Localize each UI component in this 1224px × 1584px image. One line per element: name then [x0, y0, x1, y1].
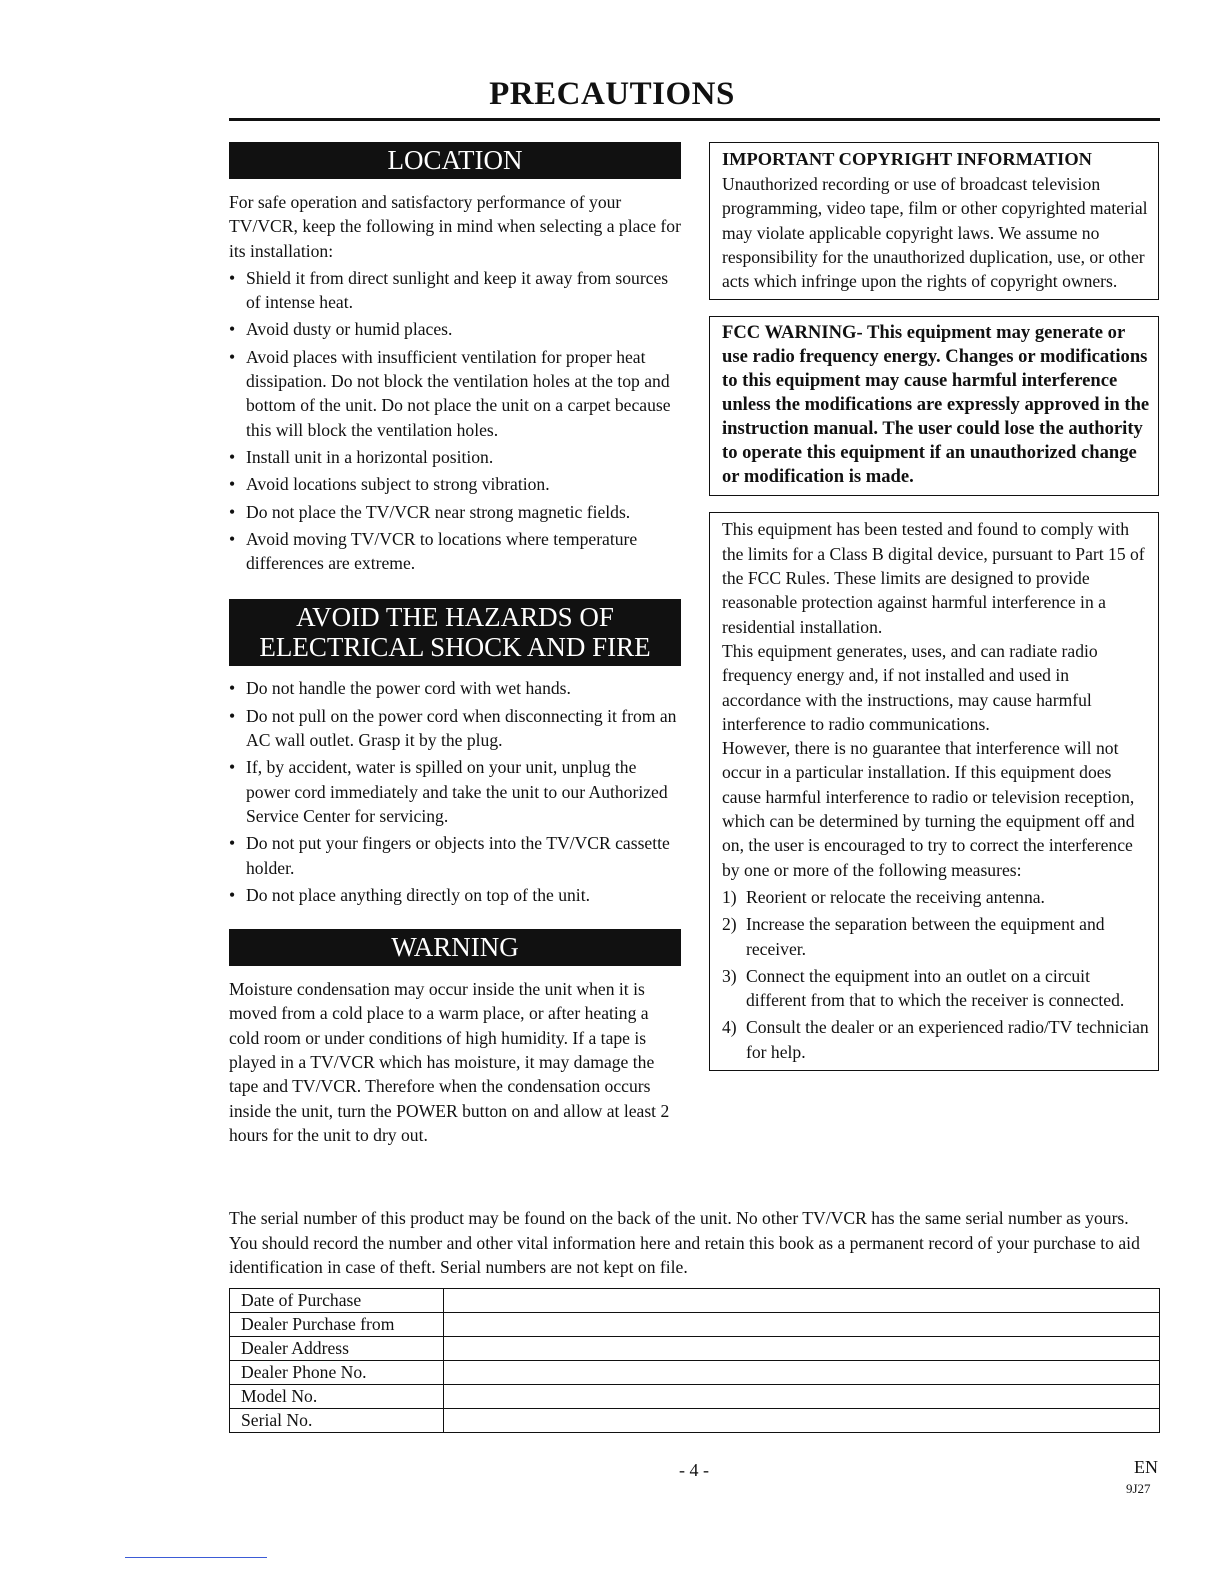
purchase-record-table — [229, 1288, 1160, 1433]
table-row — [230, 1337, 1160, 1361]
copyright-text: Unauthorized recording or use of broadcast television programming, video tape, film or other copyrighted material may violate applicable copyright laws. We assume no responsibility for the unauthorized duplication, use, or other acts which infringe upon the rights of copyright owners. — [722, 174, 1148, 292]
fcc-compliance-box — [709, 512, 1159, 1071]
measure-number: 1) — [722, 886, 737, 907]
table-row — [230, 1289, 1160, 1313]
language-code: EN — [1134, 1457, 1158, 1477]
hazards-bullet: • If, by accident, water is spilled on your unit, unplug the power cord immediately and take the unit to our Authorized Service Center for servicing. — [229, 755, 681, 828]
measure-text: Connect the equipment into an outlet on a circuit different from that to which the receiver is connected. — [746, 965, 1125, 1011]
measure-item — [722, 912, 1152, 961]
hazards-bullet: • Do not pull on the power cord when disconnecting it from an AC wall outlet. Grasp it by the plug. — [229, 704, 681, 753]
location-bullet-list — [229, 266, 681, 576]
title-rule — [229, 118, 1160, 121]
location-bullet: • Avoid places with insufficient ventilation for proper heat dissipation. Do not block the ventilation holes at the top and bottom of the unit. Do not place the unit on a carpet because this will block the ventilation holes. — [229, 345, 681, 442]
hazards-bullet: • Do not put your fingers or objects into the TV/VCR cassette holder. — [229, 831, 681, 880]
measure-number: 2) — [722, 914, 737, 935]
table-row — [230, 1361, 1160, 1385]
hazards-banner-line2: ELECTRICAL SHOCK AND FIRE — [259, 632, 651, 663]
record-value[interactable] — [444, 1361, 1160, 1385]
location-banner — [229, 142, 681, 179]
record-value[interactable] — [444, 1409, 1160, 1433]
measure-item — [722, 1015, 1152, 1064]
fcc-compliance-para: This equipment has been tested and found to comply with the limits for a Class B digital device, pursuant to Part 15 of the FCC Rules. These limits are designed to provide reasonable protection against harmful interference in a residential installation. — [722, 519, 1145, 637]
hazards-bullet: • Do not handle the power cord with wet hands. — [229, 676, 681, 700]
measure-number: 4) — [722, 1017, 737, 1038]
record-value[interactable] — [444, 1313, 1160, 1337]
record-label: Dealer Purchase from — [230, 1313, 444, 1337]
record-value[interactable] — [444, 1385, 1160, 1409]
left-column — [229, 142, 681, 1147]
measure-item — [722, 885, 1152, 909]
copyright-box — [709, 142, 1159, 300]
measure-text: Increase the separation between the equipment and receiver. — [746, 914, 1105, 959]
measure-text: Consult the dealer or an experienced radio/TV technician for help. — [746, 1017, 1149, 1062]
footer-line — [125, 1557, 267, 1558]
record-value[interactable] — [444, 1337, 1160, 1361]
fcc-warning-box — [709, 316, 1159, 496]
warning-text: Moisture condensation may occur inside the unit when it is moved from a cold place to a warm place, or after heating a cold room or under conditions of high humidity. If a tape is played in a TV/VCR which has moisture, it may damage the tape and TV/VCR. Therefore when the condensation occurs inside the unit, turn the POWER button on and allow at least 2 hours for the unit to dry out. — [229, 979, 670, 1145]
hazards-bullet: • Do not place anything directly on top of the unit. — [229, 883, 681, 907]
location-bullet: • Install unit in a horizontal position. — [229, 445, 681, 469]
warning-banner-text: WARNING — [391, 932, 519, 963]
location-banner-text: LOCATION — [387, 145, 523, 175]
location-bullet: • Avoid locations subject to strong vibration. — [229, 472, 681, 496]
copyright-heading: IMPORTANT COPYRIGHT INFORMATION — [722, 149, 1092, 169]
record-label: Dealer Phone No. — [230, 1361, 444, 1385]
measure-number: 3) — [722, 965, 737, 986]
fcc-warning-text: FCC WARNING- This equipment may generate or use radio frequency energy. Changes or modifications to this equipment may cause harmful interference unless the modifications are expressly approved in the instruction manual. The user could lose the authority to operate this equipment if an unauthorized change or modification is made. — [722, 322, 1150, 488]
hazards-banner — [229, 599, 681, 666]
fcc-compliance-para: This equipment generates, uses, and can radiate radio frequency energy and, if not installed and used in accordance with the instructions, may cause harmful interference to radio communications. — [722, 640, 1098, 734]
table-row — [230, 1385, 1160, 1409]
hazards-banner-line1: AVOID THE HAZARDS OF — [296, 602, 614, 633]
location-bullet: • Avoid dusty or humid places. — [229, 317, 681, 341]
location-bullet: • Avoid moving TV/VCR to locations where temperature differences are extreme. — [229, 527, 681, 576]
document-code: 9J27 — [1126, 1481, 1151, 1496]
table-row — [230, 1409, 1160, 1433]
table-row — [230, 1313, 1160, 1337]
serial-note: The serial number of this product may be found on the back of the unit. No other TV/VCR has the same serial number as yours. You should record the number and other vital information here and retain this book as a permanent record of your purchase to aid identification in case of theft. Serial numbers are not kept on file. — [229, 1208, 1140, 1278]
measures-list — [722, 885, 1152, 1064]
record-label: Dealer Address — [230, 1337, 444, 1361]
warning-banner — [229, 929, 681, 966]
right-column — [709, 142, 1159, 1071]
record-label: Serial No. — [230, 1409, 444, 1433]
location-bullet: • Shield it from direct sunlight and keep it away from sources of intense heat. — [229, 266, 681, 315]
measure-text: Reorient or relocate the receiving antenna. — [746, 886, 1045, 907]
location-bullet: • Do not place the TV/VCR near strong magnetic fields. — [229, 500, 681, 524]
record-value[interactable] — [444, 1289, 1160, 1313]
record-label: Date of Purchase — [230, 1289, 444, 1313]
measure-item — [722, 964, 1152, 1013]
page-number: - 4 - — [679, 1460, 709, 1480]
page-title: PRECAUTIONS — [489, 76, 735, 112]
record-label: Model No. — [230, 1385, 444, 1409]
fcc-compliance-para: However, there is no guarantee that interference will not occur in a particular installation. If this equipment does cause harmful interference to radio or television reception, which can be determined by turning the equipment off and on, the user is encouraged to try to correct the interference by one or more of the following measures: — [722, 738, 1135, 880]
hazards-bullet-list — [229, 676, 681, 907]
location-intro: For safe operation and satisfactory performance of your TV/VCR, keep the following in mind when selecting a place for its installation: — [229, 192, 681, 261]
